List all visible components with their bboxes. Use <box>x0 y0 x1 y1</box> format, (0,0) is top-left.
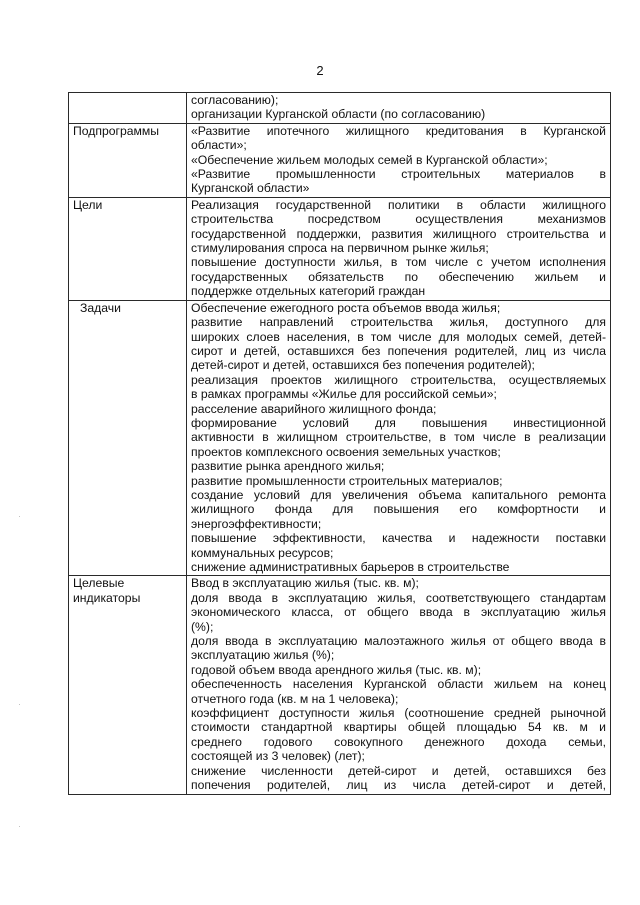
table-body <box>69 93 611 795</box>
row-label-cell <box>69 300 187 576</box>
text-line: доля ввода в эксплуатацию малоэтажного жилья от общего ввода в <box>191 634 606 649</box>
text-line: повышение доступности жилья, в том числе с учетом исполнения <box>191 255 606 270</box>
text-line: доля ввода в эксплуатацию жилья, соответствующего стандартам <box>191 590 606 605</box>
text-line: расселение аварийного жилищного фонда; <box>191 401 437 416</box>
text-line: коммунальных ресурсов; <box>191 545 334 560</box>
scan-speck: · <box>18 821 21 831</box>
text-line: создание условий для увеличения объема капитального ремонта <box>191 487 606 502</box>
text-line: стоимости стандартной квартиры общей площадью 54 кв. м и <box>191 720 606 735</box>
row-label: Задачи <box>80 300 121 315</box>
text-line: обеспеченность населения Курганской области жильем на конец <box>191 677 606 692</box>
text-line: развитие промышленности строительных материалов; <box>191 473 503 488</box>
text-line: жилищного фонда для повышения его комфортности и <box>191 502 606 517</box>
text-line: государственных обязательств по обеспечению жильем и <box>191 269 606 284</box>
text-line: реализация проектов жилищного строительства, осуществляемых <box>191 372 606 387</box>
text-line: «Обеспечение жильем молодых семей в Курганской области»; <box>191 152 548 167</box>
text-line: снижение численности детей-сирот и детей, оставшихся без <box>191 763 606 778</box>
row-label: Подпрограммы <box>73 123 160 138</box>
text-line: развитие рынка арендного жилья; <box>191 459 385 474</box>
table-row <box>69 93 611 124</box>
page-number: 2 <box>316 63 324 78</box>
row-label: Цели <box>73 197 103 212</box>
text-line: Курганской области» <box>191 181 310 196</box>
row-content-cell <box>187 197 611 300</box>
text-line: широких слоев населения, в том числе для молодых семей, детей- <box>191 329 606 344</box>
text-line: государственной поддержки, развития жилищного строительства и <box>191 226 606 241</box>
text-line: среднего годового совокупного денежного дохода семьи, <box>191 734 606 749</box>
text-line: (%); <box>191 619 214 634</box>
program-passport-table <box>68 92 611 795</box>
text-line: сирот и детей, оставшихся без попечения родителей, лиц из числа <box>191 343 606 358</box>
text-line: формирование условий для повышения инвестиционной <box>191 415 606 430</box>
table-row <box>69 300 611 576</box>
row-label: Целевые <box>73 576 125 591</box>
text-line: «Развитие промышленности строительных материалов в <box>191 167 606 182</box>
text-line: Реализация государственной политики в области жилищного <box>191 197 606 212</box>
table-row <box>69 576 611 794</box>
text-line: активности в жилищном строительстве, в том числе в реализации <box>191 430 606 445</box>
text-line: поддержке отдельных категорий граждан <box>191 284 426 299</box>
scan-speck: · <box>18 511 21 521</box>
text-line: организации Курганской области (по согласованию) <box>191 107 486 122</box>
row-label-cell <box>69 576 187 794</box>
row-content-cell <box>187 300 611 576</box>
text-line: попечения родителей, лиц из числа детей-сирот и детей, <box>191 778 606 793</box>
row-label-cell <box>69 197 187 300</box>
text-line: детей-сирот и детей, оставшихся без попечения родителей); <box>191 358 535 373</box>
text-line: экономического класса, от общего ввода в эксплуатацию жилья <box>191 605 606 620</box>
row-content-cell <box>187 93 611 124</box>
text-line: повышение эффективности, качества и надежности поставки <box>191 531 606 546</box>
table-row <box>69 197 611 300</box>
text-line: эксплуатацию жилья (%); <box>191 648 335 663</box>
scan-speck: · <box>18 699 21 709</box>
text-line: стимулирования спроса на первичном рынке жилья; <box>191 241 489 256</box>
row-label-cell <box>69 123 187 197</box>
text-line: в рамках программы «Жилье для российской семьи»; <box>191 387 497 402</box>
text-line: отчетного года (кв. м на 1 человека); <box>191 691 399 706</box>
table-row <box>69 123 611 197</box>
text-line: Ввод в эксплуатацию жилья (тыс. кв. м); <box>191 576 419 591</box>
row-label: индикаторы <box>73 590 141 605</box>
text-line: развитие направлений строительства жилья, доступного для <box>191 315 606 330</box>
text-line: согласованию); <box>191 93 279 107</box>
text-line: состоящей из 3 человек) (лет); <box>191 749 365 764</box>
text-line: «Развитие ипотечного жилищного кредитования в Курганской <box>191 123 606 138</box>
text-line: Обеспечение ежегодного роста объемов ввода жилья; <box>191 300 501 315</box>
text-line: области»; <box>191 138 247 153</box>
row-content-cell <box>187 576 611 794</box>
text-line: годовой объем ввода арендного жилья (тыс. кв. м); <box>191 662 482 677</box>
row-label-cell <box>69 93 187 124</box>
text-line: энергоэффективности; <box>191 516 322 531</box>
text-line: строительства посредством осуществления механизмов <box>191 212 606 227</box>
row-content-cell <box>187 123 611 197</box>
text-line: снижение административных барьеров в строительстве <box>191 560 510 574</box>
text-line: проектов комплексного освоения земельных участков; <box>191 444 501 459</box>
text-line: коэффициент доступности жилья (соотношение средней рыночной <box>191 706 606 721</box>
